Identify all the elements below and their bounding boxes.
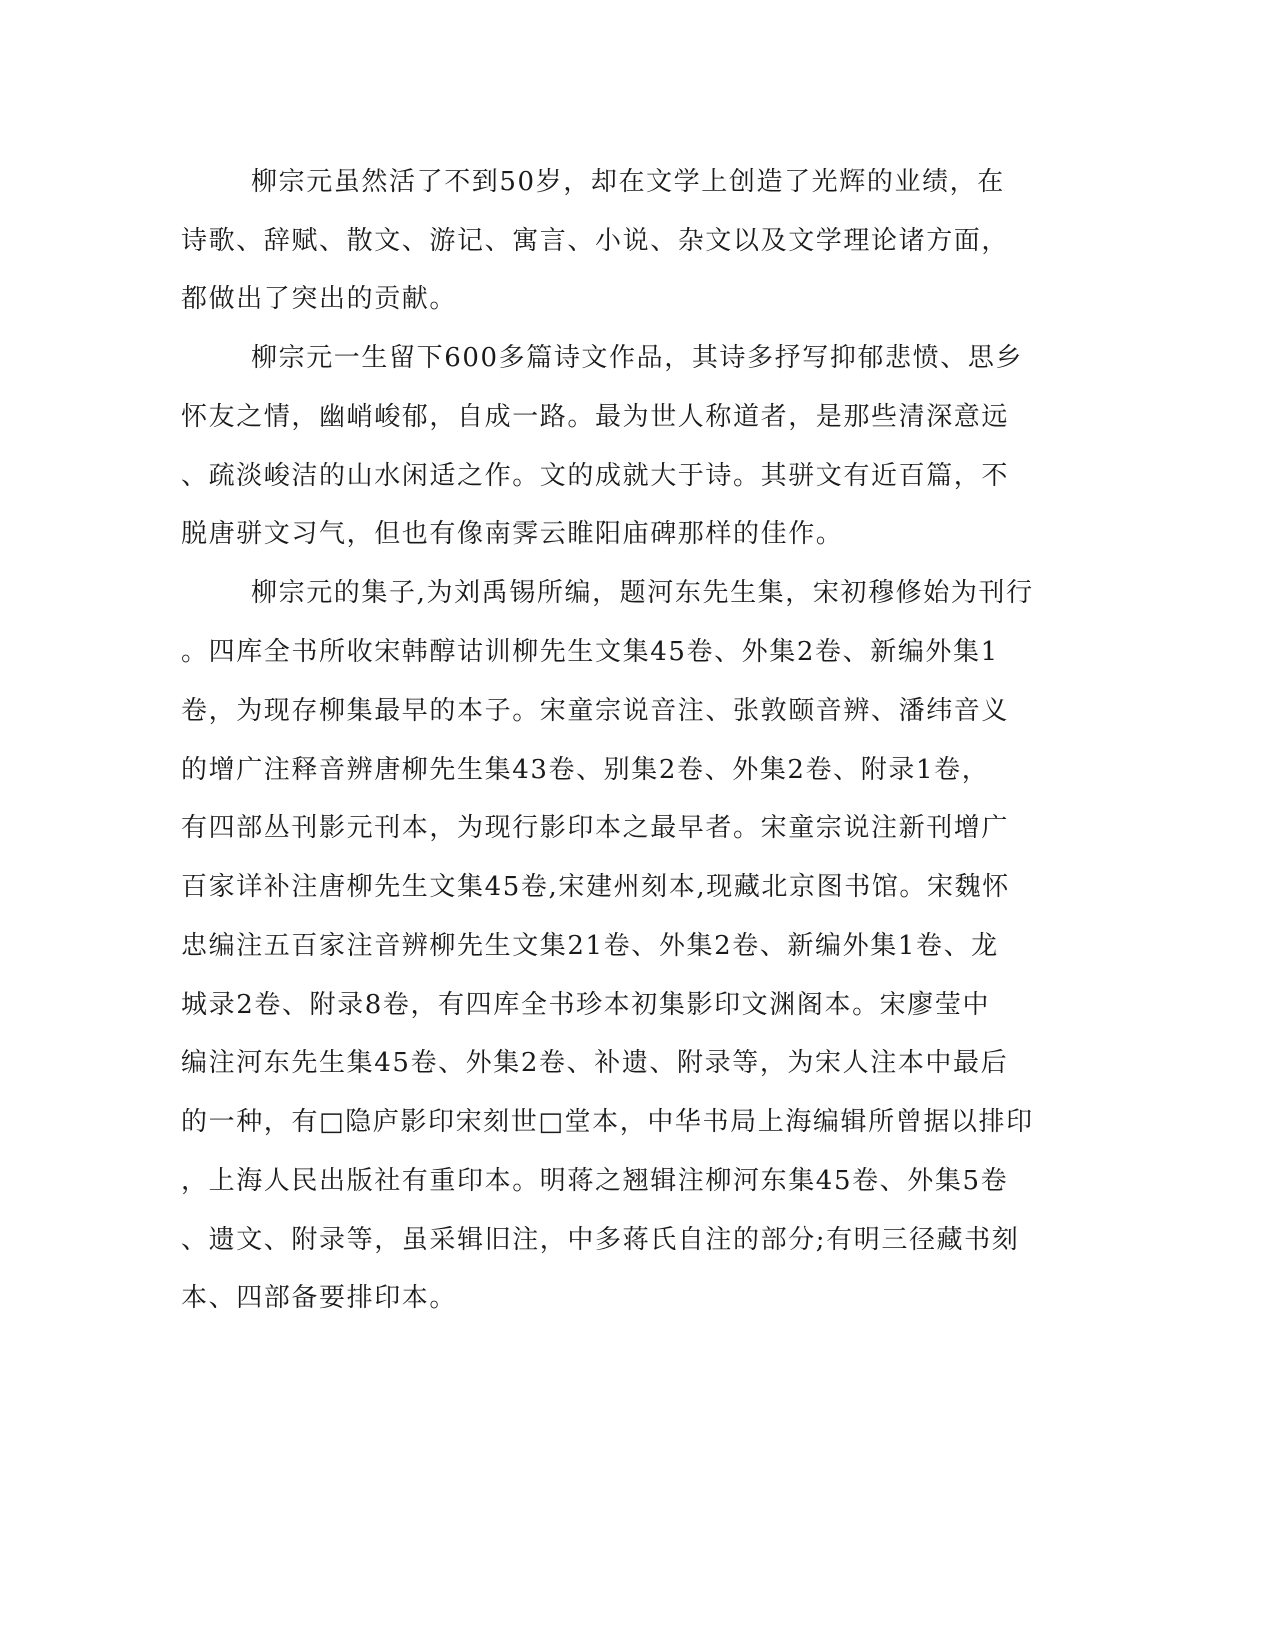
paragraph-2-line-2: 怀友之情，幽峭峻郁，自成一路。最为世人称道者，是那些清深意远 [181,402,1010,432]
paragraph-1-line-3: 都做出了突出的贡献。 [181,284,458,314]
paragraph-3-line-9: 编注河东先生集45卷、外集2卷、补遗、附录等，为宋人注本中最后 [181,1048,1009,1078]
paragraph-3-line-13: 本、四部备要排印本。 [181,1283,458,1313]
paragraph-3-line-12: 、遗文、附录等，虽采辑旧注，中多蒋氏自注的部分;有明三径藏书刻 [181,1225,1020,1255]
paragraph-3-line-6: 百家详补注唐柳先生文集45卷,宋建州刻本,现藏北京图书馆。宋魏怀 [181,872,1010,902]
paragraph-2-line-3: 、疏淡峻洁的山水闲适之作。文的成就大于诗。其骈文有近百篇，不 [181,461,1010,491]
paragraph-3-line-1: 柳宗元的集子,为刘禹锡所编，题河东先生集，宋初穆修始为刊行 [251,578,1034,608]
paragraph-3-line-5: 有四部丛刊影元刊本，为现行影印本之最早者。宋童宗说注新刊增广 [181,813,1010,843]
paragraph-3-line-4: 的增广注释音辨唐柳先生集43卷、别集2卷、外集2卷、附录1卷， [181,755,990,785]
paragraph-1-line-2: 诗歌、辞赋、散文、游记、寓言、小说、杂文以及文学理论诸方面， [181,226,1010,256]
paragraph-2-line-1: 柳宗元一生留下600多篇诗文作品，其诗多抒写抑郁悲愤、思乡 [251,343,1024,373]
paragraph-3-line-3: 卷，为现存柳集最早的本子。宋童宗说音注、张敦颐音辨、潘纬音义 [181,696,1010,726]
paragraph-3-line-7: 忠编注五百家注音辨柳先生文集21卷、外集2卷、新编外集1卷、龙 [181,931,999,961]
paragraph-3-line-8: 城录2卷、附录8卷，有四库全书珍本初集影印文渊阁本。宋廖莹中 [181,990,991,1020]
paragraph-3-line-11: ，上海人民出版社有重印本。明蒋之翘辑注柳河东集45卷、外集5卷 [181,1166,1009,1196]
paragraph-2-line-4: 脱唐骈文习气，但也有像南霁云睢阳庙碑那样的佳作。 [181,519,844,549]
paragraph-3-line-2: 。四库全书所收宋韩醇诂训柳先生文集45卷、外集2卷、新编外集1 [181,637,999,667]
paragraph-1-line-1: 柳宗元虽然活了不到50岁，却在文学上创造了光辉的业绩，在 [251,167,1005,197]
paragraph-3-line-10: 的一种，有□隐庐影印宋刻世□堂本，中华书局上海编辑所曾据以排印 [181,1107,1034,1137]
